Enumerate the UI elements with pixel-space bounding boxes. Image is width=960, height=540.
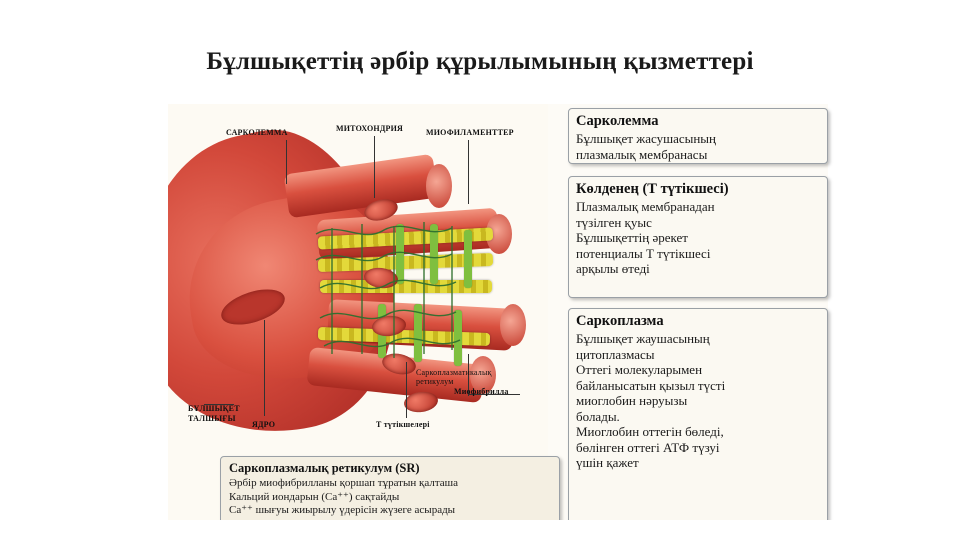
callout-sarcoplasm-line-6: болады. bbox=[576, 408, 620, 424]
label-sarcoplasmic-reticulum: Саркоплазматикалық ретикулум bbox=[416, 368, 492, 386]
callout-sarcoplasm-line-4: байланысатын қызыл түсті bbox=[576, 377, 726, 393]
callout-t-tubule-line-1: Плазмалық мембранадан bbox=[576, 199, 715, 214]
callout-sarcoplasm-title: Саркоплазма bbox=[576, 313, 664, 329]
label-t-tubules: Т түтікшелері bbox=[376, 420, 430, 429]
callout-sr-line-1: Әрбір миофибрилланы қоршап тұратын қалташа bbox=[229, 477, 458, 489]
callout-sr-line-2: Кальций иондарын (Са⁺⁺) сақтайды bbox=[229, 490, 400, 503]
slide-bottom-band bbox=[0, 520, 960, 540]
callout-sarcoplasm bbox=[568, 308, 828, 534]
label-mitochondria: МИТОХОНДРИЯ bbox=[336, 124, 404, 133]
callout-t-tubule-line-4: потенциалы Т түтікшесі bbox=[576, 245, 711, 261]
callout-sarcolemma-line-1: Бұлшықет жасушасының bbox=[576, 131, 716, 146]
sarcoplasmic-reticulum-mesh bbox=[310, 214, 510, 394]
callout-sarcolemma bbox=[568, 108, 828, 164]
callout-t-tubule-line-2: түзілген қуыс bbox=[576, 214, 652, 230]
callout-sarcoplasm-line-8: бөлінген оттегі АТФ түзуі bbox=[576, 439, 720, 455]
callout-sarcolemma-line-2: плазмалық мембранасы bbox=[576, 146, 708, 162]
page-title: Бұлшықеттің әрбір құрылымының қызметтері bbox=[206, 48, 754, 75]
callout-sarcolemma-title: Сарколемма bbox=[576, 113, 659, 129]
callout-sarcoplasm-line-2: цитоплазмасы bbox=[576, 346, 655, 362]
callout-sarcoplasm-line-5: миоглобин нәруызы bbox=[576, 393, 688, 408]
callout-sr-line-3: Са⁺⁺ шығуы жиырылу үдерісін жүзеге асырады bbox=[229, 504, 456, 516]
label-myofilaments: МИОФИЛАМЕНТТЕР bbox=[426, 128, 514, 137]
label-muscle-fiber: БҰЛШЫҚЕТ ТАЛШЫҒЫ bbox=[188, 404, 240, 423]
callout-t-tubule-line-3: Бұлшықеттің әрекет bbox=[576, 230, 688, 245]
callout-sr-title: Саркоплазмалық ретикулум (SR) bbox=[229, 461, 420, 475]
label-nucleus: ЯДРО bbox=[252, 420, 276, 429]
diagram-figure bbox=[168, 104, 828, 534]
callout-t-tubule-line-5: арқылы өтеді bbox=[576, 261, 650, 276]
callout-sarcoplasm-line-7: Миоглобин оттегін бөледі, bbox=[576, 424, 724, 439]
callout-sarcoplasm-line-1: Бұлшықет жаушасының bbox=[576, 331, 710, 346]
callout-t-tubule bbox=[568, 176, 828, 298]
leader-myofilaments bbox=[468, 140, 469, 204]
label-myofibril: Миофибрилла bbox=[454, 387, 509, 396]
leader-nucleus bbox=[264, 320, 265, 416]
leader-sarcolemma bbox=[286, 140, 287, 184]
myofiber-end-1 bbox=[426, 164, 452, 208]
leader-t-tubule bbox=[406, 362, 407, 418]
callout-sarcoplasm-line-9: үшін қажет bbox=[576, 455, 639, 470]
callout-t-tubule-title: Көлденең (Т түтікшесі) bbox=[576, 181, 729, 197]
label-sarcolemma: САРКОЛЕММА bbox=[226, 128, 288, 137]
callout-sarcoplasm-line-3: Оттегі молекуларымен bbox=[576, 362, 703, 377]
leader-mitochondria bbox=[374, 136, 375, 198]
